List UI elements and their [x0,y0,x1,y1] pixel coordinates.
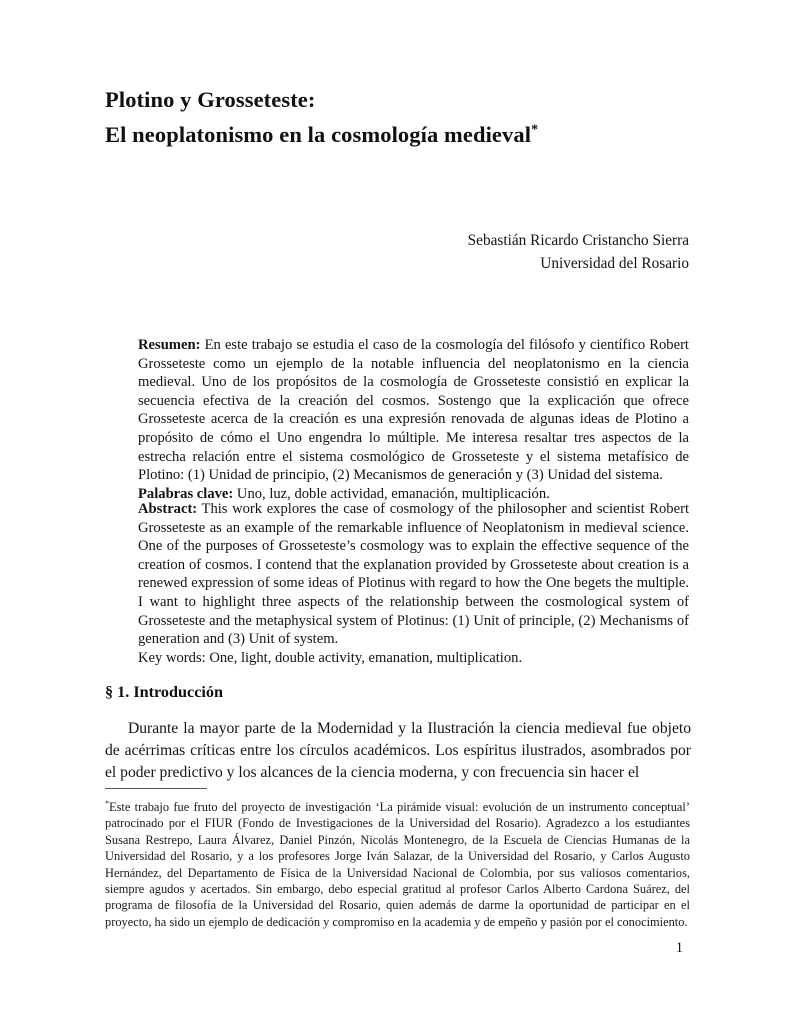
resumen-body: En este trabajo se estudia el caso de la cosmología del filósofo y científico Robert Grosseteste como un ejemplo de la notable influencia del neoplatonismo en la ciencia medieval. Uno de los propósitos de la cosmología de Grosseteste consistió en explicar la secuencia efectiva de la creación del cosmos. Sostengo que la explicación que ofrece Grosseteste acerca de la creación es una expresión renovada de algunas ideas de Plotino a propósito de cómo el Uno engendra lo múltiple. Me interesa resaltar tres aspectos de la estrecha relación entre el sistema cosmológico de Grosseteste y el sistema metafísico de Plotino: (1) Unidad de principio, (2) Mecanismos de generación y (3) Unidad del sistema. [138,337,689,484]
section-body [105,718,691,783]
title-line-2-text: El neoplatonismo en la cosmología medieval [105,122,532,147]
key-words-line: Key words: One, light, double activity, emanation, multiplication. [138,649,523,666]
title-footnote-marker: * [531,122,539,138]
page-title [105,82,695,152]
palabras-clave-label: Palabras clave: [138,485,234,502]
abstract-english [138,500,689,667]
section-heading-introduccion: § 1. Introducción [105,683,223,701]
title-line-1: Plotino y Grosseteste: [105,87,316,112]
abstract-body: This work explores the case of cosmology of the philosopher and scientist Robert Grosseteste as an example of the remarkable influence of Neoplatonism in medieval science. One of the purposes of Grosseteste’s cosmology was to explain the effective sequence of the creation of cosmos. I contend that the explanation provided by Grosseteste about creation is a renewed expression of some ideas of Plotinus with regard to how the One begets the multiple. I want to highlight three aspects of the relationship between the cosmological system of Grosseteste and the metaphysical system of Plotinus: (1) Unit of principle, (2) Mechanisms of generation and (3) Unit of system. [138,501,689,648]
footnote-separator-rule [105,788,207,789]
body-paragraph: Durante la mayor parte de la Modernidad y la Ilustración la ciencia medieval fue objeto de acérrimas críticas entre los círculos académicos. Los espíritus ilustrados, asombrados por el poder predictivo y los alcances de la ciencia moderna, y con frecuencia sin hacer el [105,720,691,781]
abstract-label: Abstract: [138,501,198,517]
author-affiliation: Universidad del Rosario [540,254,689,272]
abstract-spanish [138,336,689,503]
title-line-2 [105,117,695,152]
author-block [105,230,689,275]
footnote-text: Este trabajo fue fruto del proyecto de investigación ‘La pirámide visual: evolución de un instrumento conceptual’ patrocinado por el FIUR (Fondo de Investigaciones de la Universidad del Rosario). Agradezco a los estudiantes Susana Restrepo, Laura Álvarez, Daniel Pinzón, Nicolás Montenegro, de la Escuela de Ciencias Humanas de la Universidad del Rosario, y a los profesores Jorge Iván Salazar, de la Universidad del Rosario, y Carlos Augusto Hernández, del Departamento de Física de la Universidad Nacional de Colombia, por sus valiosos comentarios, siempre agudos y acertados. Sin embargo, debo especial gratitud al profesor Carlos Alberto Cardona Suárez, del programa de filosofía de la Universidad del Rosario, quien además de darme la oportunidad de participar en el proyecto, ha sido un ejemplo de dedicación y compromiso en la academia y de empeño y pasión por el conocimiento. [105,800,690,929]
page-number: 1 [675,940,683,956]
palabras-clave-values: Uno, luz, doble actividad, emanación, multiplicación. [233,485,550,502]
resumen-paragraph [138,336,689,485]
footnote-block [105,799,690,930]
footnote-paragraph [105,799,690,930]
footnote-marker: * [105,798,109,808]
author-name: Sebastián Ricardo Cristancho Sierra [467,232,689,249]
resumen-label: Resumen: [138,337,201,353]
abstract-paragraph [138,500,689,649]
